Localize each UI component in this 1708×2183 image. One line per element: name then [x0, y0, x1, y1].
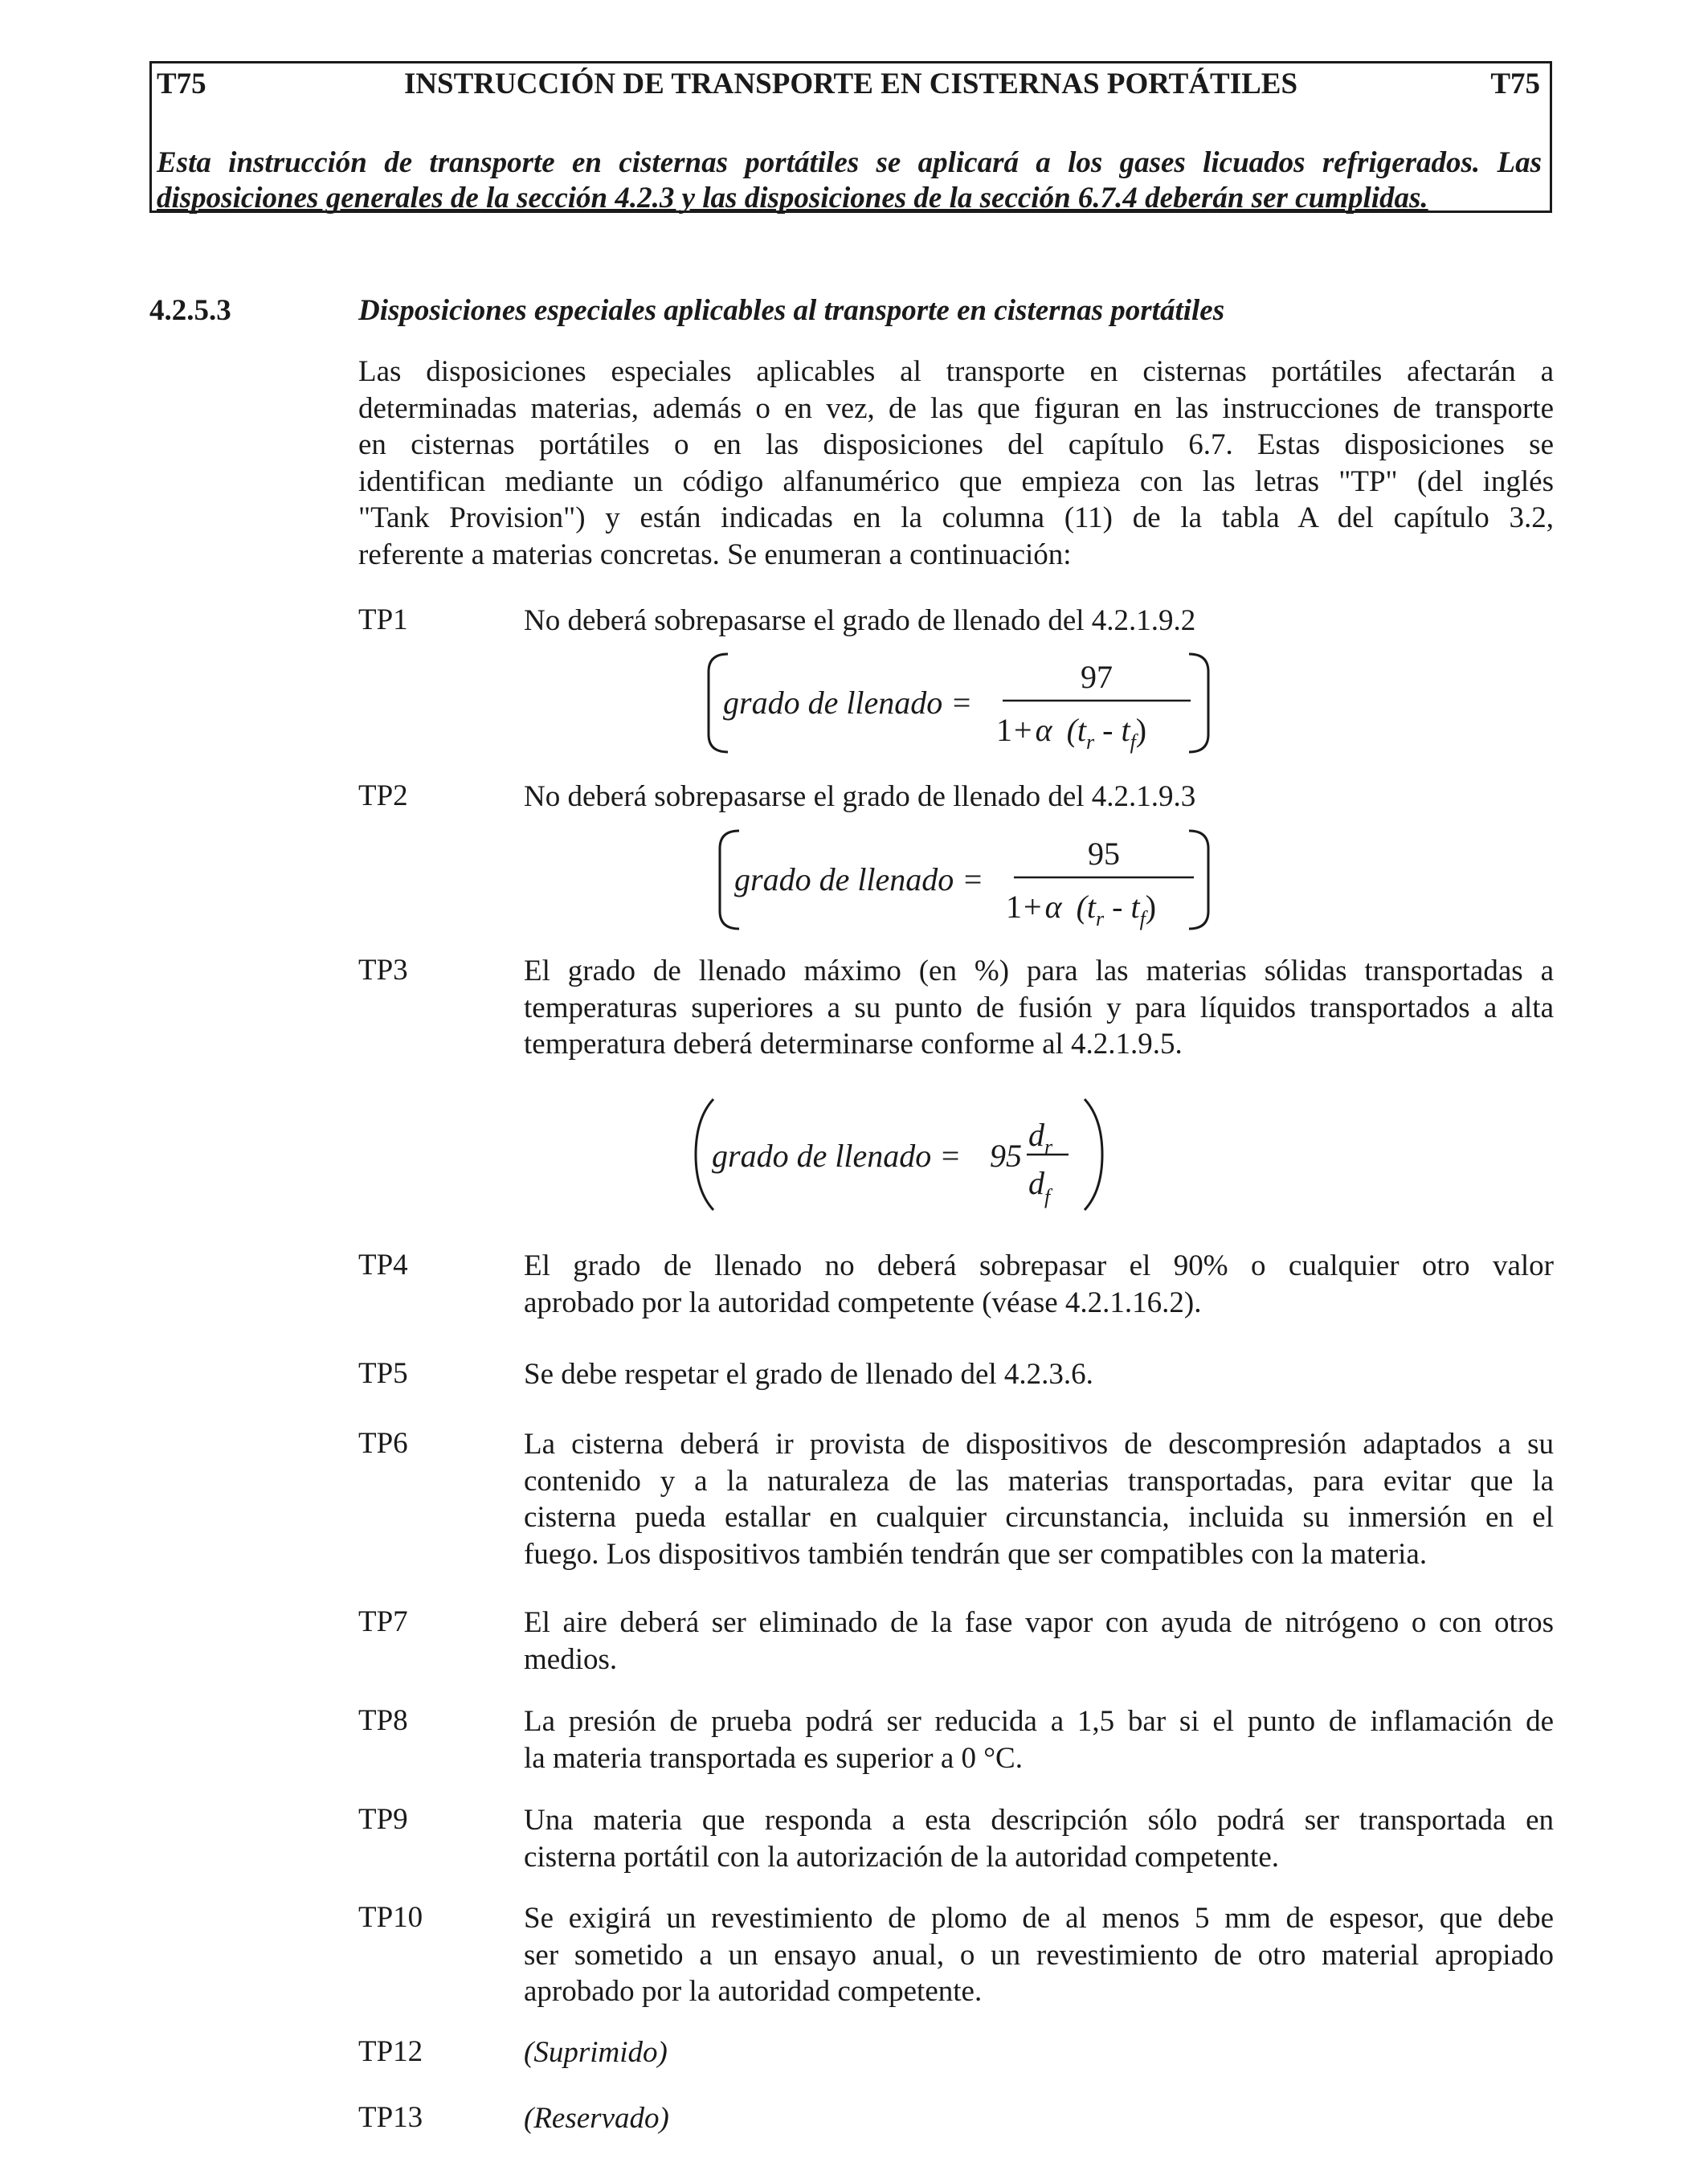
tp-line: Se debe respetar el grado de llenado del 4.2.3.6.: [524, 1358, 1093, 1391]
tp-text: [524, 1703, 1554, 1776]
instruction-box-body: [157, 145, 1542, 216]
intro-line: Las disposiciones especiales aplicables al transporte en cisternas portátiles afectarán a: [358, 355, 1554, 388]
tp-line: temperatura deberá determinarse conforme al 4.2.1.9.5.: [524, 1028, 1183, 1061]
tp-code: TP5: [358, 1357, 408, 1390]
tp-line: La cisterna deberá ir provista de dispositivos de descompresión adaptados a su: [524, 1428, 1554, 1461]
section-title: Disposiciones especiales aplicables al transporte en cisternas portátiles: [358, 294, 1225, 327]
formula-tp1: [705, 651, 1220, 755]
tp-text: [524, 1248, 1554, 1321]
formula-paren-left: [696, 1099, 713, 1210]
formula-tp2: [705, 828, 1220, 932]
tp-line: El grado de llenado no deberá sobrepasar el 90% o cualquier otro valor: [524, 1249, 1554, 1282]
formula-numerator: 95: [1088, 836, 1120, 872]
tp-code: TP1: [358, 603, 408, 636]
instruction-line-2: disposiciones generales de la sección 4.2.3 y las disposiciones de la sección 6.7.4 deberán ser cumplidas.: [157, 182, 1428, 215]
tp-line: El grado de llenado máximo (en %) para las materias sólidas transportadas a: [524, 955, 1554, 987]
tp-code: TP9: [358, 1803, 408, 1836]
tp-text: [524, 1900, 1554, 2010]
formula-numerator: 97: [1081, 659, 1113, 695]
tp-code: TP2: [358, 779, 408, 812]
intro-line: identifican mediante un código alfanumérico que empieza con las letras "TP" (del inglés: [358, 464, 1554, 498]
tp-line: Una materia que responda a esta descripción sólo podrá ser transportada en: [524, 1804, 1554, 1837]
intro-line: determinadas materias, además o en vez, de las que figuran en las instrucciones de transporte: [358, 391, 1554, 425]
instruction-title: INSTRUCCIÓN DE TRANSPORTE EN CISTERNAS PORTÁTILES: [403, 67, 1298, 100]
tp-line: la materia transportada es superior a 0 °C.: [524, 1741, 1023, 1775]
intro-paragraph: [358, 354, 1554, 574]
tp-line: contenido y a la naturaleza de las materias transportadas, para evitar que la: [524, 1464, 1554, 1498]
formula-coefficient: 95: [990, 1138, 1022, 1174]
formula-denominator: $d_f$: [1028, 1165, 1051, 1208]
instruction-box-header: [152, 63, 1550, 112]
tp-line: No deberá sobrepasarse el grado de llenado del 4.2.1.9.3: [524, 780, 1196, 813]
formula-lhs: grado de llenado =: [712, 1138, 962, 1174]
intro-line: "Tank Provision") y están indicadas en la columna (11) de la tabla A del capítulo 3.2,: [358, 501, 1554, 535]
formula-bracket-right: [1189, 831, 1208, 929]
tp-code: TP8: [358, 1704, 408, 1737]
instruction-box-t75: [149, 61, 1552, 213]
tp-line: aprobado por la autoridad competente (véase 4.2.1.16.2).: [524, 1286, 1202, 1319]
tp-text: [524, 1426, 1554, 1572]
instruction-line-1: Esta instrucción de transporte en cisternas portátiles se aplicará a los gases licuados refrigerados. Las: [157, 146, 1542, 179]
formula-lhs: grado de llenado =: [723, 685, 973, 721]
tp-text: [524, 1356, 1554, 1393]
tp-line: cisterna pueda estallar en cualquier circunstancia, incluida su inmersión en el: [524, 1501, 1554, 1535]
tp-text: [524, 2100, 1554, 2137]
tp-line: No deberá sobrepasarse el grado de llenado del 4.2.1.9.2: [524, 604, 1196, 637]
tp-line: La presión de prueba podrá ser reducida a 1,5 bar si el punto de inflamación de: [524, 1705, 1554, 1738]
instruction-code-right: T75: [1490, 67, 1540, 100]
intro-line: referente a materias concretas. Se enumeran a continuación:: [358, 538, 1072, 571]
section-number: 4.2.5.3: [149, 294, 231, 327]
tp-text: [524, 2034, 1554, 2071]
tp-code: TP13: [358, 2101, 423, 2134]
tp-code: TP6: [358, 1427, 408, 1460]
tp-line: Se exigirá un revestimiento de plomo de al menos 5 mm de espesor, que debe: [524, 1902, 1554, 1935]
tp-line: medios.: [524, 1642, 618, 1676]
tp-text: [524, 1605, 1554, 1678]
tp-text: [524, 603, 1554, 640]
formula-denominator: 1+ α $(t_r - t_f)$: [1006, 889, 1157, 930]
tp-line: ser sometido a un ensayo anual, o un revestimiento de otro material apropiado: [524, 1938, 1554, 1972]
formula-numerator: $d_r$: [1028, 1117, 1053, 1159]
tp-code: TP4: [358, 1249, 408, 1282]
formula-denominator: 1+ α $(t_r - t_f)$: [996, 712, 1147, 754]
tp-code: TP12: [358, 2035, 423, 2068]
tp-text: [524, 779, 1554, 816]
tp-line: (Reservado): [524, 2102, 669, 2135]
tp-code: TP3: [358, 954, 408, 987]
formula-bracket-right: [1189, 654, 1208, 752]
tp-line: (Suprimido): [524, 2036, 668, 2069]
tp-line: temperaturas superiores a su punto de fusión y para líquidos transportados a alta: [524, 991, 1554, 1024]
instruction-code-left: T75: [157, 67, 206, 100]
tp-line: cisterna portátil con la autorización de la autoridad competente.: [524, 1840, 1280, 1874]
tp-text: [524, 953, 1554, 1063]
intro-line: en cisternas portátiles o en las disposiciones del capítulo 6.7. Estas disposiciones se: [358, 428, 1554, 462]
tp-line: fuego. Los dispositivos también tendrán que ser compatibles con la materia.: [524, 1537, 1428, 1571]
tp-line: aprobado por la autoridad competente.: [524, 1975, 983, 2009]
formula-paren-right: [1085, 1099, 1102, 1210]
formula-tp3: [691, 1094, 1109, 1215]
formula-lhs: grado de llenado =: [734, 861, 984, 897]
tp-code: TP7: [358, 1605, 408, 1638]
tp-line: El aire deberá ser eliminado de la fase vapor con ayuda de nitrógeno o con otros: [524, 1606, 1554, 1639]
tp-code: TP10: [358, 1901, 423, 1934]
tp-text: [524, 1802, 1554, 1875]
